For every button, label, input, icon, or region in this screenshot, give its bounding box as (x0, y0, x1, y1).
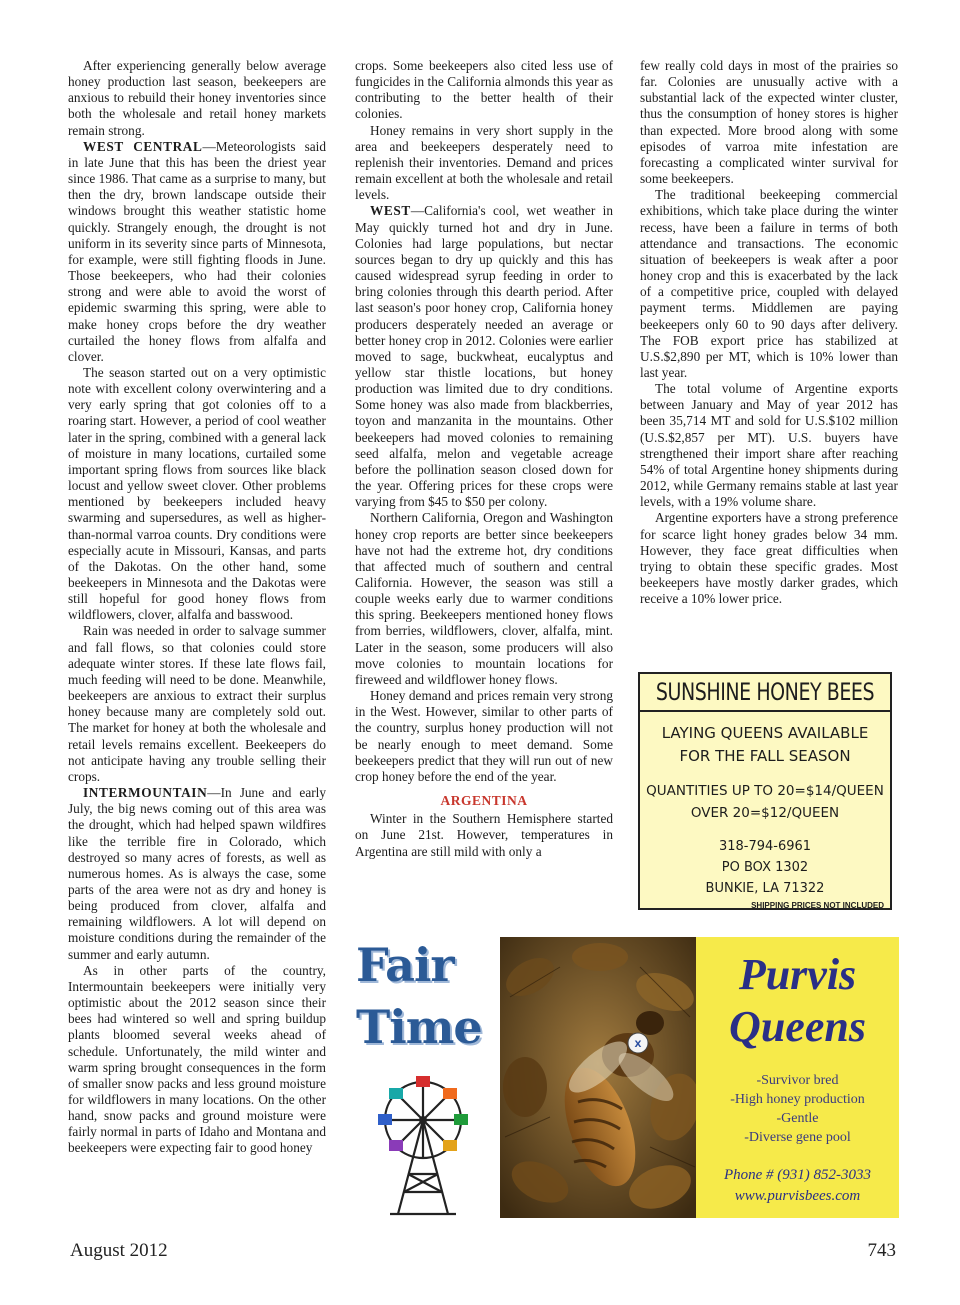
ad-title: SUNSHINE HONEY BEES (655, 678, 875, 706)
feature-item: -Survivor bred (756, 1073, 839, 1088)
ad-offer (640, 722, 890, 768)
paragraph: After experiencing generally below average honey production last season, beekeepers are anxious to rebuild their honey inventories since both the wholesale and retail honey markets remain strong. (68, 58, 326, 138)
region-heading-intermountain: INTERMOUNTAIN (83, 785, 208, 801)
paragraph: As in other parts of the country, Intermountain beekeepers were initially very optimistic about the 2012 season since their bees had wintered so well and spring buildup plants bloomed several weeks ahead of schedule. Unfortunately, the mild winter and warm spring brought consequences in the form of smaller snow packs and less ground moisture for wildflowers in many locations. On the other hand, snow packs and ground moisture were fairly normal in parts of Idaho and Montana and beekeepers were expecting fair to good honey (68, 962, 326, 1156)
paragraph: Argentine exporters have a strong preference for scarce light honey grades below 34 mm. However, they face great difficulties when trying to obtain these specific grades. Most beekeepers have mostly darker grades, which receive a 10% lower price. (640, 510, 898, 607)
paragraph: Honey remains in very short supply in the area and beekeepers desperately need to replenish their inventories. Demand and prices remain excellent at both the wholesale and retail levels. (355, 122, 613, 203)
ad-pricing (640, 780, 890, 824)
time-word: Time (356, 1000, 482, 1054)
paragraph: Winter in the Southern Hemisphere started on June 21st. However, temperatures in Argentina are still mild with only a (355, 811, 613, 859)
ad-price-line: QUANTITIES UP TO 20=$14/QUEEN (646, 783, 884, 799)
purvis-website[interactable]: www.purvisbees.com (734, 1188, 861, 1204)
paragraph-body: —California's cool, wet weather in May quickly turned hot and dry in June. Colonies had large populations, but nectar sources began to dry up quickly and this has caused widespread syrup feeding in order to bring colonies through this dearth period. After last season's poor honey crop, California honey producers desperately needed an average or better honey crop in 2012. Colonies were earlier moved to sage, buckwheat, eucalyptus and yellow star thistle locations, but honey production was limited due to dry conditions. Some honey was also made from blackberries, toyon and manzanita in the mountains. Other beekeepers had moved colonies to remaining seed alfalfa, melon and vegetable acreage before the pollination season closed down for the year. Offering prices for these crops were varying from $45 to $50 per colony. (355, 203, 613, 510)
paragraph (355, 203, 613, 510)
fair-time-ad (352, 936, 492, 1218)
paragraph: few really cold days in most of the prairies so far. Colonies are unusually active with a substantial lack of the expected winter cluster, thus the consumption of honey stores is higher than expected. More brood along with some episodes of varroa mite infestation are forecasting a complicated winter survival for some beekeepers. (640, 58, 898, 187)
ad-divider (640, 710, 890, 712)
queen-bee-photo (500, 937, 696, 1218)
paragraph: Honey demand and prices remain very strong in the West. However, similar to other parts of the country, surplus honey production will not be nearly enough to meet demand. Some beekeepers predict that they will run out of new crop honey before the end of the year. (355, 688, 613, 784)
page-number: 743 (867, 1240, 896, 1261)
bee-photo-illustration (500, 937, 696, 1218)
region-heading-west-central: WEST CENTRAL (83, 138, 203, 154)
ad-offer-line: LAYING QUEENS AVAILABLE (661, 724, 869, 742)
purvis-queens-ad (696, 937, 899, 1218)
ad-price-line: OVER 20=$12/QUEEN (690, 805, 840, 821)
region-heading-west: WEST (370, 203, 411, 219)
issue-date: August 2012 (70, 1240, 168, 1261)
feature-item: -High honey production (730, 1092, 865, 1107)
paragraph: Rain was needed in order to salvage summer and fall flows, so that colonies could store adequate winter stores. If these late flows fail, much feeding will need to be done. Meanwhile, beekeepers are anxious to extract their surplus honey because many are completely sold out. The market for honey at both the wholesale and retail levels remains excellent. Beekeepers do not anticipate having any trouble selling their crops. (68, 623, 326, 784)
paragraph: The season started out on a very optimistic note with excellent colony overwintering and a very early spring that got colonies off to a roaring start. However, a period of cool weather later in the spring, combined with a general lack of moisture in many locations, curtailed some important spring flows from sources like black locust and yellow sweet clover. Other problems mentioned by beekeepers included heavy swarming and supersedures, as well as higher-than-normal varroa counts. Dry conditions were especially acute in Missouri, Kansas, and parts of the Dakotas. On the other hand, some beekeepers in Minnesota and the Dakotas were still hopeful for good honey flows from wildflowers, clover, alfalfa and basswood. (68, 364, 326, 623)
sunshine-honey-bees-ad (638, 672, 892, 910)
paragraph (68, 785, 326, 963)
feature-item: -Gentle (776, 1111, 819, 1126)
paragraph: The traditional beekeeping commercial exhibitions, which take place during the winter recess, have been a failure in terms of both attendance and transactions. The economic situation of beekeepers is weak after a poor honey crop and this is exacerbated by the lack of a competitive price, coupled with delayed payment terms. Middlemen are paying beekeepers only 60 to 90 days after delivery. The FOB export price has stabilized at U.S.$2,890 per MT, which is 10% lower than last year. (640, 187, 898, 380)
ad-city: BUNKIE, LA 71322 (705, 881, 825, 896)
svg-text:X: X (634, 1040, 642, 1050)
ad-phone: 318-794-6961 (718, 839, 812, 854)
paragraph (68, 139, 326, 365)
paragraph-body: —Meteorologists said in late June that this has been the driest year since 1986. That came as a surprise to many, but then the dry, brown landscape outside their windows brought this weather statistic home quickly. Strangely enough, the drought is not uniform in its severity since parts of Minnesota, for example, were still fighting floods in June. Those beekeepers, who had their colonies strong and were able to avoid the worst of epidemic swarming this spring, were able to make honey crops before the dry weather curtailed the honey flows from alfalfa and clover. (68, 138, 326, 364)
purvis-title: Purvis (738, 950, 857, 999)
ad-fine-print: SHIPPING PRICES NOT INCLUDED (751, 901, 884, 910)
fair-word: Fair (356, 938, 454, 992)
article-column-1 (68, 58, 326, 1157)
ad-offer-line: FOR THE FALL SEASON (679, 747, 851, 765)
article-column-3 (640, 58, 898, 607)
paragraph: The total volume of Argentine exports between January and May of year 2012 has been 35,714 MT and sold for U.S.$102 million (U.S.$2,857 per MT). U.S. buyers have strengthened their import share after reaching 54% of total Argentine honey shipments during 2012, while Germany remains stable at last year levels, with a 19% volume share. (640, 381, 898, 510)
article-column-2 (355, 58, 613, 860)
queens-title: Queens (729, 1002, 866, 1051)
paragraph-body: —In June and early July, the big news coming out of this area was the drought, which had helped spawn wildfires like the terrible fire in Colorado, which destroyed so many acres of forests, as well as numerous homes. As is always the case, some parts of the area were not as dry and honey is being produced from clover, alfalfa and remaining wildflowers. A lot will depend on moisture conditions during the remainder of the summer and early autumn. (68, 785, 326, 962)
ferris-wheel-icon (368, 1074, 478, 1218)
paragraph: Northern California, Oregon and Washington honey crop reports are better since beekeepers have not had the extreme hot, dry conditions that affected much of southern and central California. However, the season was still a couple weeks early due to warmer conditions this spring. Beekeepers mentioned honey flows from berries, wildflowers, clover, alfalfa, mint. Later in the season, some producers will also move colonies to mountain locations for fireweed and wildflower honey flows. (355, 510, 613, 687)
ad-contact (640, 836, 890, 899)
purvis-phone: Phone # (931) 852-3033 (723, 1167, 872, 1183)
ad-po-box: PO BOX 1302 (721, 860, 809, 875)
paragraph: crops. Some beekeepers also cited less use of fungicides in the California almonds this year as contributing to the better health of their colonies. (355, 58, 613, 122)
feature-item: -Diverse gene pool (744, 1130, 851, 1145)
region-heading-argentina: ARGENTINA (440, 793, 528, 809)
